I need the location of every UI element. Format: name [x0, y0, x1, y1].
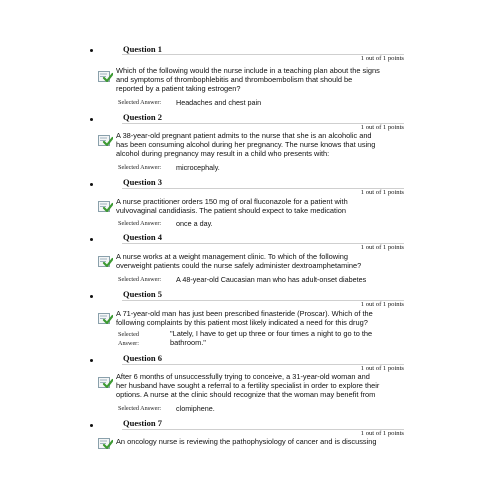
- correct-check-icon: [98, 438, 113, 449]
- points-label: 1 out of 1 points: [360, 189, 404, 196]
- correct-check-icon: [98, 377, 113, 388]
- question-text: An oncology nurse is reviewing the pathophysiology of cancer and is discussing: [116, 437, 377, 446]
- selected-answer: microcephaly.: [176, 163, 220, 172]
- selected-answer: A 48-year-old Caucasian man who has adult-onset diabetes: [176, 275, 367, 284]
- selected-answer-label: Selected Answer:: [118, 164, 162, 171]
- points-label: 1 out of 1 points: [360, 55, 404, 62]
- question-title: Question 1: [123, 44, 162, 54]
- question-text: Which of the following would the nurse include in a teaching plan about the signs and symptoms of thrombophlebitis and thromboembolism that should be reported by a patient taking estrogen?: [116, 66, 380, 93]
- correct-check-icon: [98, 313, 113, 324]
- list-bullet: [90, 238, 93, 241]
- question-title: Question 3: [123, 177, 162, 187]
- selected-answer-label: Selected Answer:: [118, 220, 162, 227]
- selected-answer-label: Selected Answer:: [118, 99, 162, 106]
- correct-check-icon: [98, 201, 113, 212]
- correct-check-icon: [98, 71, 113, 82]
- selected-answer: clomiphene.: [176, 404, 215, 413]
- question-title: Question 6: [123, 353, 162, 363]
- correct-check-icon: [98, 256, 113, 267]
- question-title: Question 7: [123, 418, 162, 428]
- selected-answer-label: Selected Answer:: [118, 331, 139, 347]
- selected-answer: "Lately, I have to get up three or four times a night to go to the bathroom.": [170, 329, 373, 347]
- question-text: A nurse works at a weight management clinic. To which of the following overweight patients could the nurse safely administer dextroamphetamine?: [116, 252, 362, 270]
- question-title: Question 4: [123, 232, 162, 242]
- points-label: 1 out of 1 points: [360, 365, 404, 372]
- selected-answer: Headaches and chest pain: [176, 98, 262, 107]
- selected-answer-label: Selected Answer:: [118, 405, 162, 412]
- question-text: A nurse practitioner orders 150 mg of oral fluconazole for a patient with vulvovaginal candidiasis. The patient should expect to take medication: [116, 197, 348, 215]
- selected-answer: once a day.: [176, 219, 213, 228]
- question-text: A 71-year-old man has just been prescribed finasteride (Proscar). Which of the following complaints by this patient most likely indicated a need for this drug?: [116, 309, 373, 327]
- list-bullet: [90, 183, 93, 186]
- list-bullet: [90, 424, 93, 427]
- list-bullet: [90, 49, 93, 52]
- question-title: Question 2: [123, 112, 162, 122]
- points-label: 1 out of 1 points: [360, 430, 404, 437]
- points-label: 1 out of 1 points: [360, 301, 404, 308]
- selected-answer-label: Selected Answer:: [118, 276, 162, 283]
- list-bullet: [90, 359, 93, 362]
- points-label: 1 out of 1 points: [360, 244, 404, 251]
- question-text: After 6 months of unsuccessfully trying to conceive, a 31-year-old woman and her husband have sought a referral to a fertility specialist in order to explore their options. A nurse at the clinic should recognize that the woman may benefit from: [116, 372, 380, 399]
- list-bullet: [90, 118, 93, 121]
- question-title: Question 5: [123, 289, 162, 299]
- correct-check-icon: [98, 135, 113, 146]
- question-text: A 38-year-old pregnant patient admits to the nurse that she is an alcoholic and has been consuming alcohol during her pregnancy. The nurse knows that using alcohol during pregnancy may result in a child who presents with:: [116, 131, 376, 158]
- list-bullet: [90, 295, 93, 298]
- points-label: 1 out of 1 points: [360, 124, 404, 131]
